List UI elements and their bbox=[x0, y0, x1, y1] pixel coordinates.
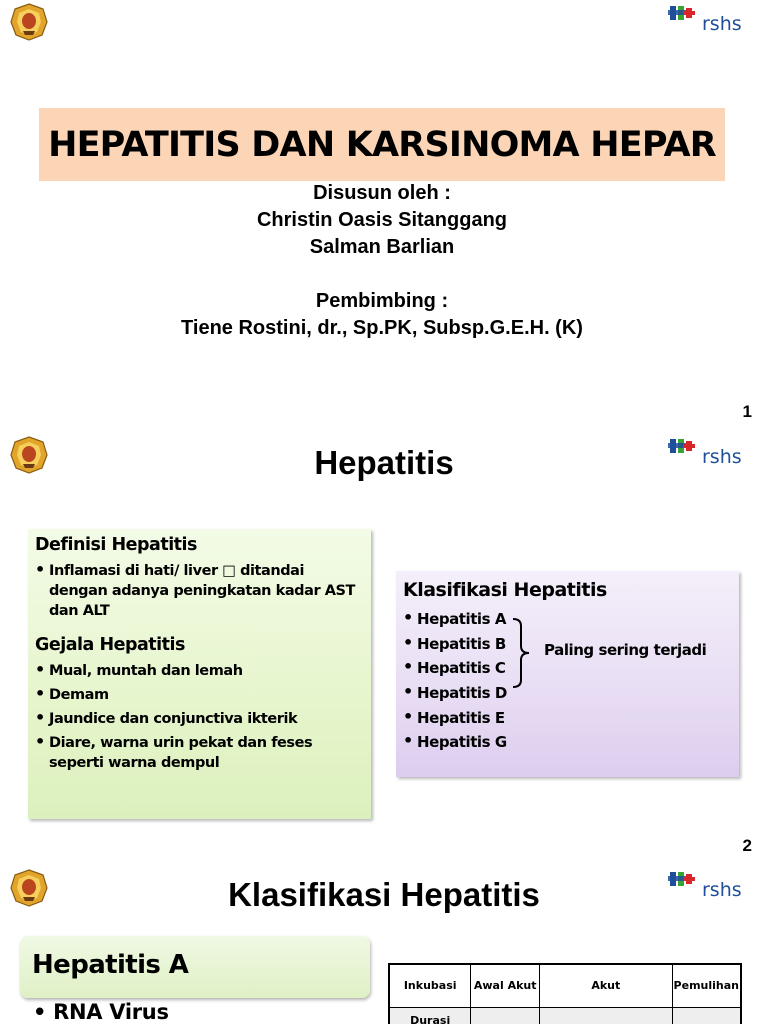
list-item: • Mual, muntah dan lemah bbox=[35, 661, 363, 681]
list-item: • Demam bbox=[35, 685, 363, 705]
definisi-gejala-box bbox=[28, 529, 371, 819]
author-line: Disusun oleh : bbox=[313, 182, 451, 204]
list-item: • Jaundice dan conjunctiva ikterik bbox=[35, 709, 363, 729]
table-cell bbox=[672, 1008, 741, 1024]
rna-virus-bullet: • RNA Virus bbox=[33, 1000, 169, 1024]
author-line: Christin Oasis Sitanggang bbox=[256, 209, 508, 231]
klasifikasi-list bbox=[403, 609, 731, 752]
rshs-logo-text: rshs bbox=[702, 879, 742, 900]
author-block bbox=[0, 180, 764, 342]
list-item: • Hepatitis D bbox=[403, 683, 731, 703]
slide-title: Hepatitis bbox=[314, 444, 454, 481]
column-header: Inkubasi bbox=[389, 964, 471, 1008]
list-item: • Inflamasi di hati/ liver □ ditandai dengan adanya peningkatan kadar AST dan ALT bbox=[35, 561, 363, 621]
list-item: • Hepatitis C bbox=[403, 658, 731, 678]
klasifikasi-box bbox=[396, 571, 739, 777]
rshs-logo-icon bbox=[668, 4, 756, 34]
right-brace-icon bbox=[511, 618, 531, 688]
gejala-heading: Gejala Hepatitis bbox=[35, 635, 185, 655]
rshs-logo-text: rshs bbox=[702, 446, 742, 467]
title-band bbox=[39, 108, 725, 181]
phase-table bbox=[388, 963, 742, 1024]
table-header-row bbox=[389, 964, 741, 1008]
column-header: Awal Akut bbox=[471, 964, 540, 1008]
klasifikasi-heading: Klasifikasi Hepatitis bbox=[403, 579, 607, 601]
column-header: Akut bbox=[540, 964, 673, 1008]
table-cell bbox=[471, 1008, 540, 1024]
definisi-list bbox=[35, 561, 363, 621]
definisi-heading: Definisi Hepatitis bbox=[35, 535, 197, 555]
hepatitis-a-heading: Hepatitis A bbox=[32, 950, 189, 980]
table-cell bbox=[540, 1008, 673, 1024]
slide-1 bbox=[0, 0, 768, 433]
list-item: • Hepatitis B bbox=[403, 634, 731, 654]
brace-note: Paling sering terjadi bbox=[544, 641, 707, 659]
author-line: Salman Barlian bbox=[309, 236, 455, 258]
list-item: • Diare, warna urin pekat dan feses seperti warna dempul bbox=[35, 733, 363, 773]
row-label: Durasi bbox=[389, 1008, 471, 1024]
list-item: • Hepatitis A bbox=[403, 609, 731, 629]
slide-title: Klasifikasi Hepatitis bbox=[228, 876, 540, 913]
table-row bbox=[389, 1008, 741, 1024]
author-line: Tiene Rostini, dr., Sp.PK, Subsp.G.E.H. (K) bbox=[181, 317, 583, 339]
gejala-list bbox=[35, 661, 363, 773]
author-line: Pembimbing : bbox=[315, 290, 449, 312]
page-number: 2 bbox=[742, 836, 752, 855]
slide-2 bbox=[0, 433, 768, 866]
column-header: Pemulihan bbox=[672, 964, 741, 1008]
list-item: • Hepatitis G bbox=[403, 732, 731, 752]
author-line bbox=[0, 261, 764, 288]
list-item: • Hepatitis E bbox=[403, 708, 731, 728]
hepatitis-a-box bbox=[20, 936, 370, 998]
university-emblem-icon bbox=[9, 3, 49, 41]
page-number: 1 bbox=[742, 402, 752, 421]
rshs-logo-text: rshs bbox=[702, 13, 742, 34]
slide-3 bbox=[0, 866, 768, 1024]
presentation-title: HEPATITIS DAN KARSINOMA HEPAR bbox=[48, 124, 716, 165]
